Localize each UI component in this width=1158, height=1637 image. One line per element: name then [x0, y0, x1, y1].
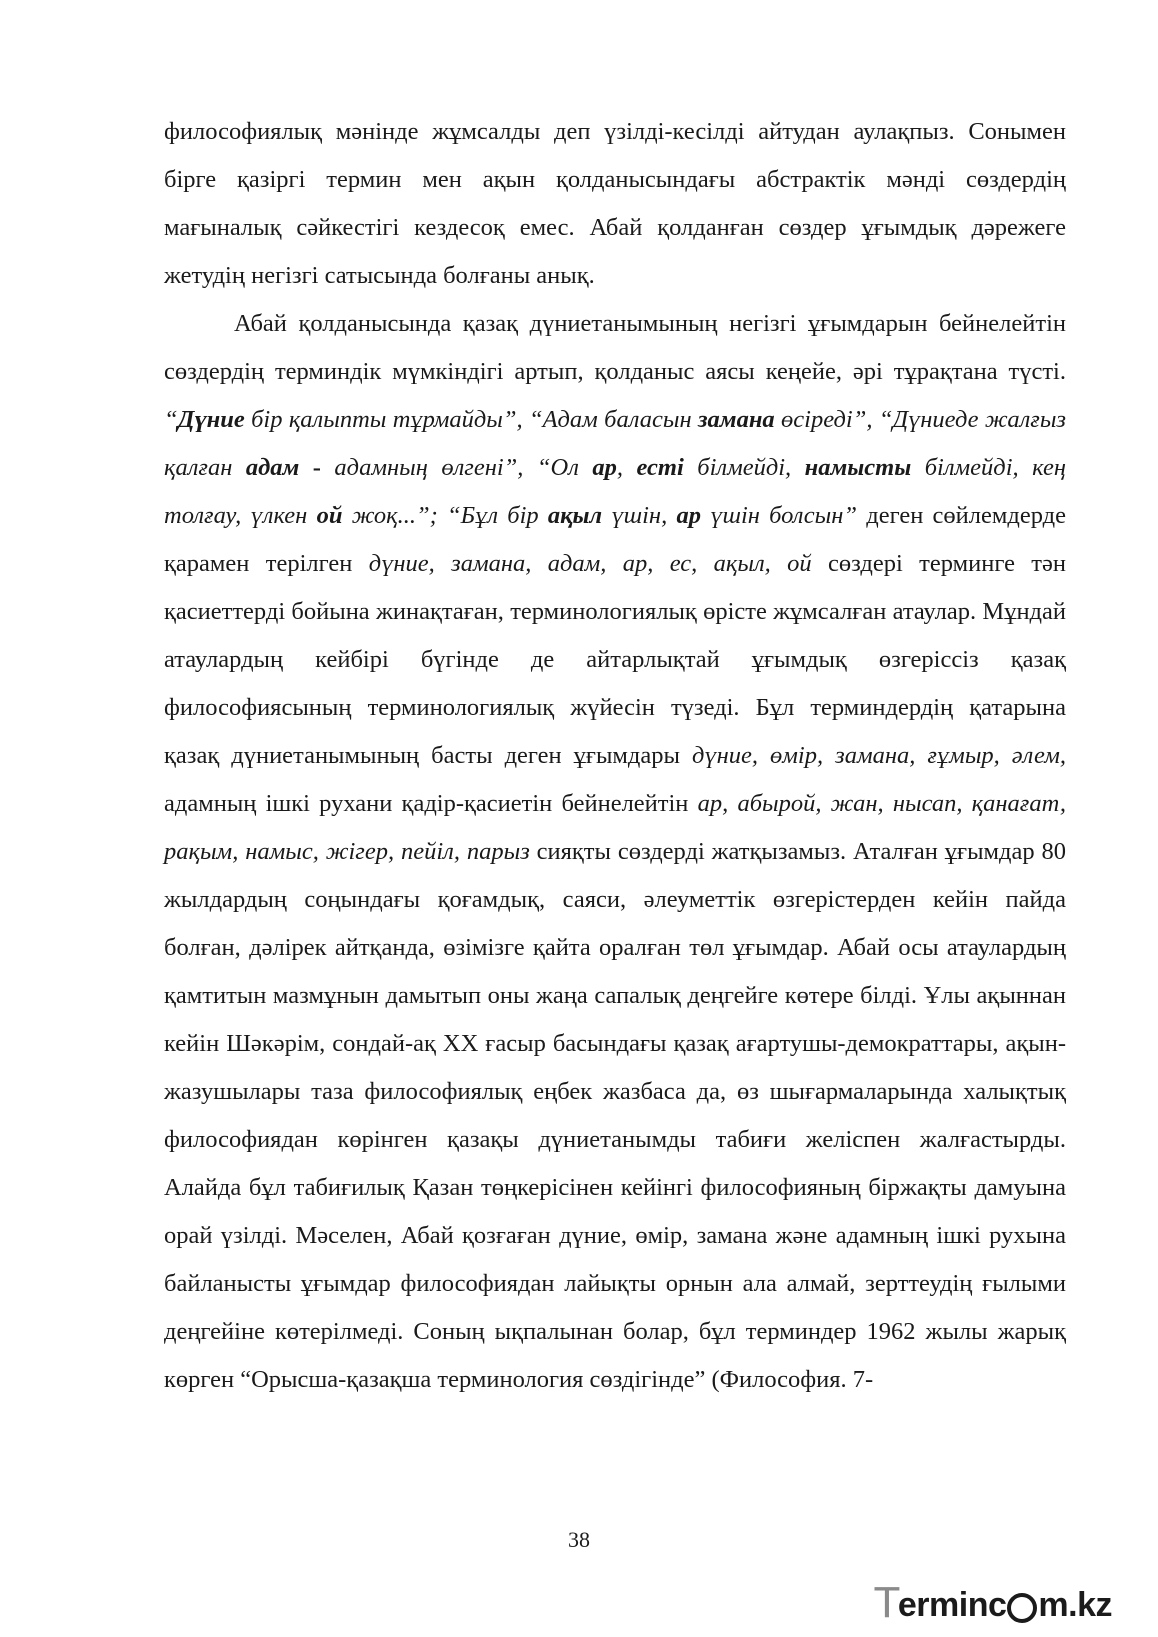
- termincom-watermark-logo: [874, 1580, 1113, 1630]
- emphasized-text: дүние, замана, адам, ар, ес, ақыл, ой: [368, 550, 812, 577]
- emphasized-text: өсіреді”, “Дүниеде жалғыз қалған: [164, 406, 1066, 481]
- body-text: адамның ішкі рухани қадір-қасиетін бейнелейтін: [164, 790, 698, 817]
- paragraph-2: [164, 300, 1066, 1404]
- emphasized-text: дүние, өмір, замана, ғұмыр, әлем,: [691, 742, 1066, 769]
- body-text: философиялық мәнінде жұмсалды деп үзілді-кесілді айтудан аулақпыз. Сонымен бірге қазіргі термин мен ақын қолданысындағы абстрактік мәнді сөздердің мағыналық сәйкестігі кездесоқ емес. Абай қолданған сөздер ұғымдық дәрежеге жетудің негізгі сатысында болғаны анық.: [164, 118, 1066, 289]
- emphasized-text: білмейді, кең толғау, үлкен: [164, 454, 1066, 529]
- document-body: [164, 108, 1066, 1404]
- watermark-o-ring-icon: [1007, 1593, 1037, 1623]
- emphasized-text: жоқ...”; “Бұл бір: [342, 502, 548, 529]
- emphasized-text: ақыл: [547, 502, 603, 529]
- emphasized-text: бір қалыпты тұрмайды”, “Адам баласын: [244, 406, 698, 433]
- emphasized-text: намысты: [804, 454, 912, 481]
- emphasized-text: ар, абырой, жан, нысап, қанағат, рақым, намыс, жігер, пейіл, парыз: [164, 790, 1067, 865]
- emphasized-text: ар: [676, 502, 701, 529]
- watermark-text-3: m.kz: [1038, 1585, 1112, 1624]
- emphasized-text: үшін,: [602, 502, 677, 529]
- emphasized-text: -: [299, 454, 335, 481]
- paragraph-1: [164, 108, 1066, 300]
- emphasized-text: Дүние: [177, 406, 245, 433]
- emphasized-text: есті: [636, 454, 684, 481]
- body-text: сөздері терминге тән қасиеттерді бойына жинақтаған, терминологиялық өрісте жұмсалған атаулар. Мұндай атаулардың кейбірі бүгінде де айтарлықтай ұғымдық өзгеріссіз қазақ философиясының терминологиялық жүйесін түзеді. Бұл терминдердің қатарына қазақ дүниетанымының басты деген ұғымдары: [164, 550, 1066, 769]
- page-number: 38: [568, 1527, 590, 1552]
- emphasized-text: адамның өлгені”, “Ол: [334, 454, 593, 481]
- watermark-text-1: ermin: [897, 1585, 988, 1624]
- watermark-t-glyph: T: [873, 1578, 900, 1627]
- emphasized-text: білмейді,: [683, 454, 805, 481]
- emphasized-text: ар: [592, 454, 617, 481]
- emphasized-text: “: [164, 406, 178, 433]
- emphasized-text: замана: [697, 406, 775, 433]
- emphasized-text: ,: [616, 454, 637, 481]
- emphasized-text: үшін болсын”: [700, 502, 858, 529]
- body-text: сияқты сөздерді жатқызамыз. Аталған ұғымдар 80 жылдардың соңындағы қоғамдық, саяси, әлеуметтік өзгерістерден кейін пайда болған, дәлірек айтқанда, өзімізге қайта оралған төл ұғымдар. Абай осы атаулардың қамтитын мазмұнын дамытып оны жаңа сапалық деңгейге көтере білді. Ұлы ақыннан кейін Шәкәрім, сондай-ақ XX ғасыр басындағы қазақ ағартушы-демократтары, ақын-жазушылары таза философиялық еңбек жазбаса да, өз шығармаларында халықтық философиядан көрінген қазақы дүниетанымды табиғи желіспен жалғастырды. Алайда бұл табиғилық Қазан төңкерісінен кейінгі философияның біржақты дамуына орай үзілді. Мәселен, Абай қозғаған дүние, өмір, замана және адамның ішкі рухына байланысты ұғымдар философиядан лайықты орнын ала алмай, зерттеудің ғылыми деңгейіне көтерілмеді. Соның ықпалынан болар, бұл терминдер 1962 жылы жарық көрген “Орысша-қазақша терминология сөздігінде” (Философия. 7-: [164, 838, 1066, 1393]
- emphasized-text: адам: [245, 454, 300, 481]
- body-text: Абай қолданысында қазақ дүниетанымының негізгі ұғымдарын бейнелейтін сөздердің терминдік мүмкіндігі артып, қолданыс аясы кеңейе, әрі тұрақтана түсті.: [164, 310, 1066, 385]
- watermark-text-2: c: [987, 1585, 1007, 1624]
- body-text: деген сөйлемдерде қарамен терілген: [164, 502, 1066, 577]
- emphasized-text: ой: [316, 502, 343, 529]
